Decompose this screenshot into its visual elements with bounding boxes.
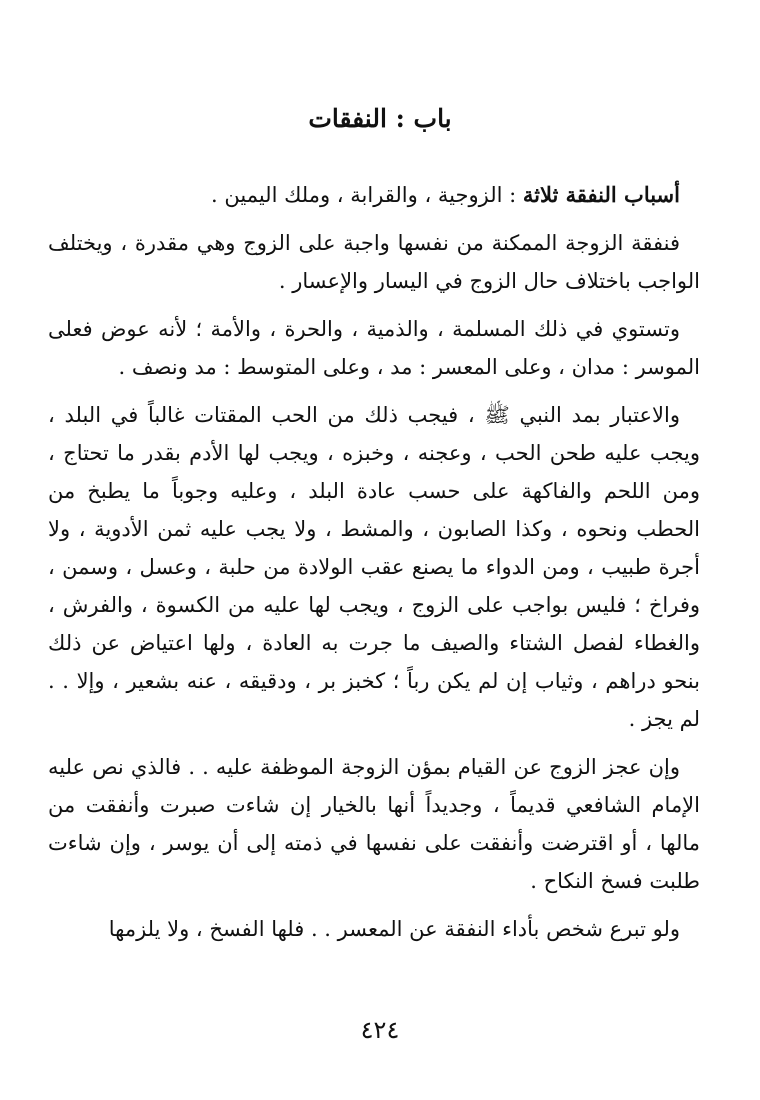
paragraph-text: وإن عجز الزوج عن القيام بمؤن الزوجة الموظفة عليه . . فالذي نص عليه الإمام الشافعي قديماً ، وجديداً أنها بالخيار إن شاءت صبرت وأنفقت من مالها ، أو اقترضت وأنفقت على نفسها في ذمته إلى أن يوسر ، وإن شاءت طلبت فسخ النكاح . (48, 755, 700, 893)
paragraph-text: ولو تبرع شخص بأداء النفقة عن المعسر . . فلها الفسخ ، ولا يلزمها (108, 917, 680, 941)
paragraph-5 (48, 748, 700, 900)
paragraph-text: وتستوي في ذلك المسلمة ، والذمية ، والحرة ، والأمة ؛ لأنه عوض فعلى الموسر : مدان ، وعلى المعسر : مد ، وعلى المتوسط : مد ونصف . (48, 317, 700, 379)
paragraph-text: والاعتبار بمد النبي ﷺ ، فيجب ذلك من الحب المقتات غالباً في البلد ، ويجب عليه طحن الحب ، وعجنه ، وخبزه ، ويجب لها الأدم بقدر ما تحتاج ، ومن اللحم والفاكهة على حسب عادة البلد ، وعليه وجوباً ما يطبخ من الحطب ونحوه ، وكذا الصابون ، والمشط ، ولا يجب عليه ثمن الأدوية ، ولا أجرة طبيب ، ومن الدواء ما يصنع عقب الولادة من حلبة ، وعسل ، وسمن ، وفراخ ؛ فليس بواجب على الزوج ، ويجب لها عليه من الكسوة ، والفرش ، والغطاء لفصل الشتاء والصيف ما جرت به العادة ، ولها اعتياض عن ذلك بنحو دراهم ، وثياب إن لم يكن رباً ؛ كخبز بر ، ودقيقه ، عنه بشعير ، وإلا . . لم يجز . (48, 403, 700, 731)
chapter-title: باب : النفقات (308, 104, 452, 133)
paragraph-1 (48, 176, 700, 214)
paragraph-6 (48, 910, 700, 948)
paragraph-3 (48, 310, 700, 386)
paragraph-2 (48, 224, 700, 300)
paragraph-lead: أسباب النفقة ثلاثة (522, 182, 680, 207)
paragraph-text: : الزوجية ، والقرابة ، وملك اليمين . (211, 183, 523, 207)
paragraph-text: فنفقة الزوجة الممكنة من نفسها واجبة على الزوج وهي مقدرة ، ويختلف الواجب باختلاف حال الزوج في اليسار والإعسار . (48, 231, 700, 293)
paragraph-4 (48, 396, 700, 738)
page-number: ٤٢٤ (360, 1016, 400, 1044)
body-text (48, 176, 700, 958)
